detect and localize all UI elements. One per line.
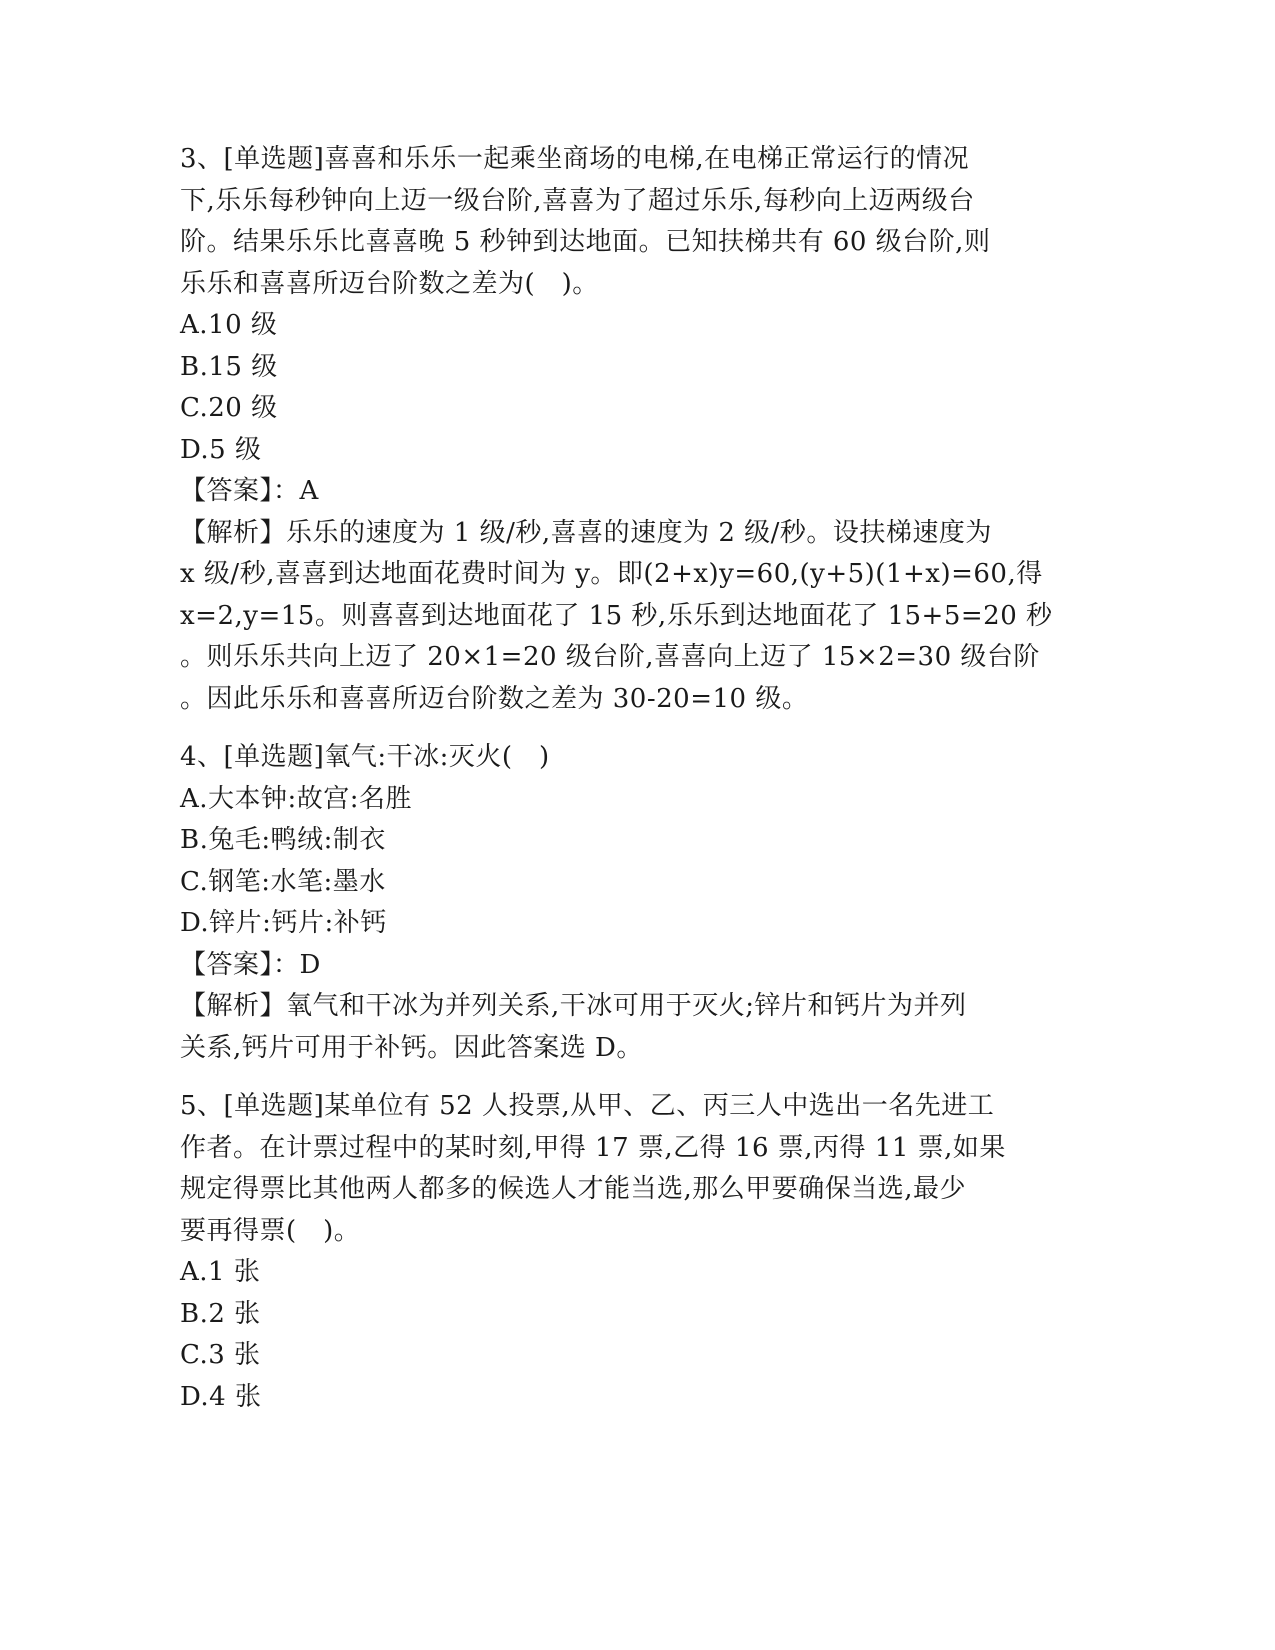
spacer xyxy=(180,720,1040,737)
analysis: x=2,y=15。则喜喜到达地面花了 15 秒,乐乐到达地面花了 15+5=20 秒 xyxy=(180,600,1053,631)
option-a: A.1 张 xyxy=(180,1257,261,1287)
analysis: 关系,钙片可用于补钙。因此答案选 D。 xyxy=(180,1032,643,1063)
spacer xyxy=(180,1069,1040,1086)
analysis: 。则乐乐共向上迈了 20×1=20 级台阶,喜喜向上迈了 15×2=30 级台阶 xyxy=(180,642,1040,672)
question-stem: 下,乐乐每秒钟向上迈一级台阶,喜喜为了超过乐乐,每秒向上迈两级台 xyxy=(180,185,975,216)
question-stem: 5、[单选题]某单位有 52 人投票,从甲、乙、丙三人中选出一名先进工 xyxy=(180,1091,995,1121)
question-3 xyxy=(180,139,1053,720)
analysis: x 级/秒,喜喜到达地面花费时间为 y。即(2+x)y=60,(y+5)(1+x)=60,得 xyxy=(180,559,1043,589)
analysis: 。因此乐乐和喜喜所迈台阶数之差为 30-20=10 级。 xyxy=(180,683,809,714)
option-b: B.15 级 xyxy=(180,351,278,382)
option-c: C.20 级 xyxy=(180,393,278,423)
analysis: 【解析】氧气和干冰为并列关系,干冰可用于灭火;锌片和钙片为并列 xyxy=(180,991,967,1021)
question-5 xyxy=(180,1086,1040,1418)
answer: 【答案】：D xyxy=(180,949,321,980)
question-stem: 4、[单选题]氧气:干冰:灭火( ) xyxy=(180,742,550,772)
question-4 xyxy=(180,737,1040,1069)
option-c: C.3 张 xyxy=(180,1340,261,1370)
option-b: B.兔毛:鸭绒:制衣 xyxy=(180,825,386,855)
document-page xyxy=(180,139,1053,1418)
question-stem: 作者。在计票过程中的某时刻,甲得 17 票,乙得 16 票,丙得 11 票,如果 xyxy=(180,1132,1006,1163)
question-stem: 要再得票( )。 xyxy=(180,1215,361,1246)
analysis: 【解析】乐乐的速度为 1 级/秒,喜喜的速度为 2 级/秒。设扶梯速度为 xyxy=(180,517,992,548)
answer: 【答案】：A xyxy=(180,476,319,506)
question-stem: 3、[单选题]喜喜和乐乐一起乘坐商场的电梯,在电梯正常运行的情况 xyxy=(180,144,970,174)
question-stem: 乐乐和喜喜所迈台阶数之差为( )。 xyxy=(180,268,599,299)
option-d: D.5 级 xyxy=(180,434,262,465)
option-d: D.4 张 xyxy=(180,1381,262,1412)
option-b: B.2 张 xyxy=(180,1298,261,1329)
option-a: A.大本钟:故宫:名胜 xyxy=(180,783,413,814)
question-stem: 规定得票比其他两人都多的候选人才能当选,那么甲要确保当选,最少 xyxy=(180,1174,967,1204)
question-stem: 阶。结果乐乐比喜喜晚 5 秒钟到达地面。已知扶梯共有 60 级台阶,则 xyxy=(180,227,991,257)
option-d: D.锌片:钙片:补钙 xyxy=(180,908,387,938)
option-a: A.10 级 xyxy=(180,310,278,340)
option-c: C.钢笔:水笔:墨水 xyxy=(180,866,386,897)
